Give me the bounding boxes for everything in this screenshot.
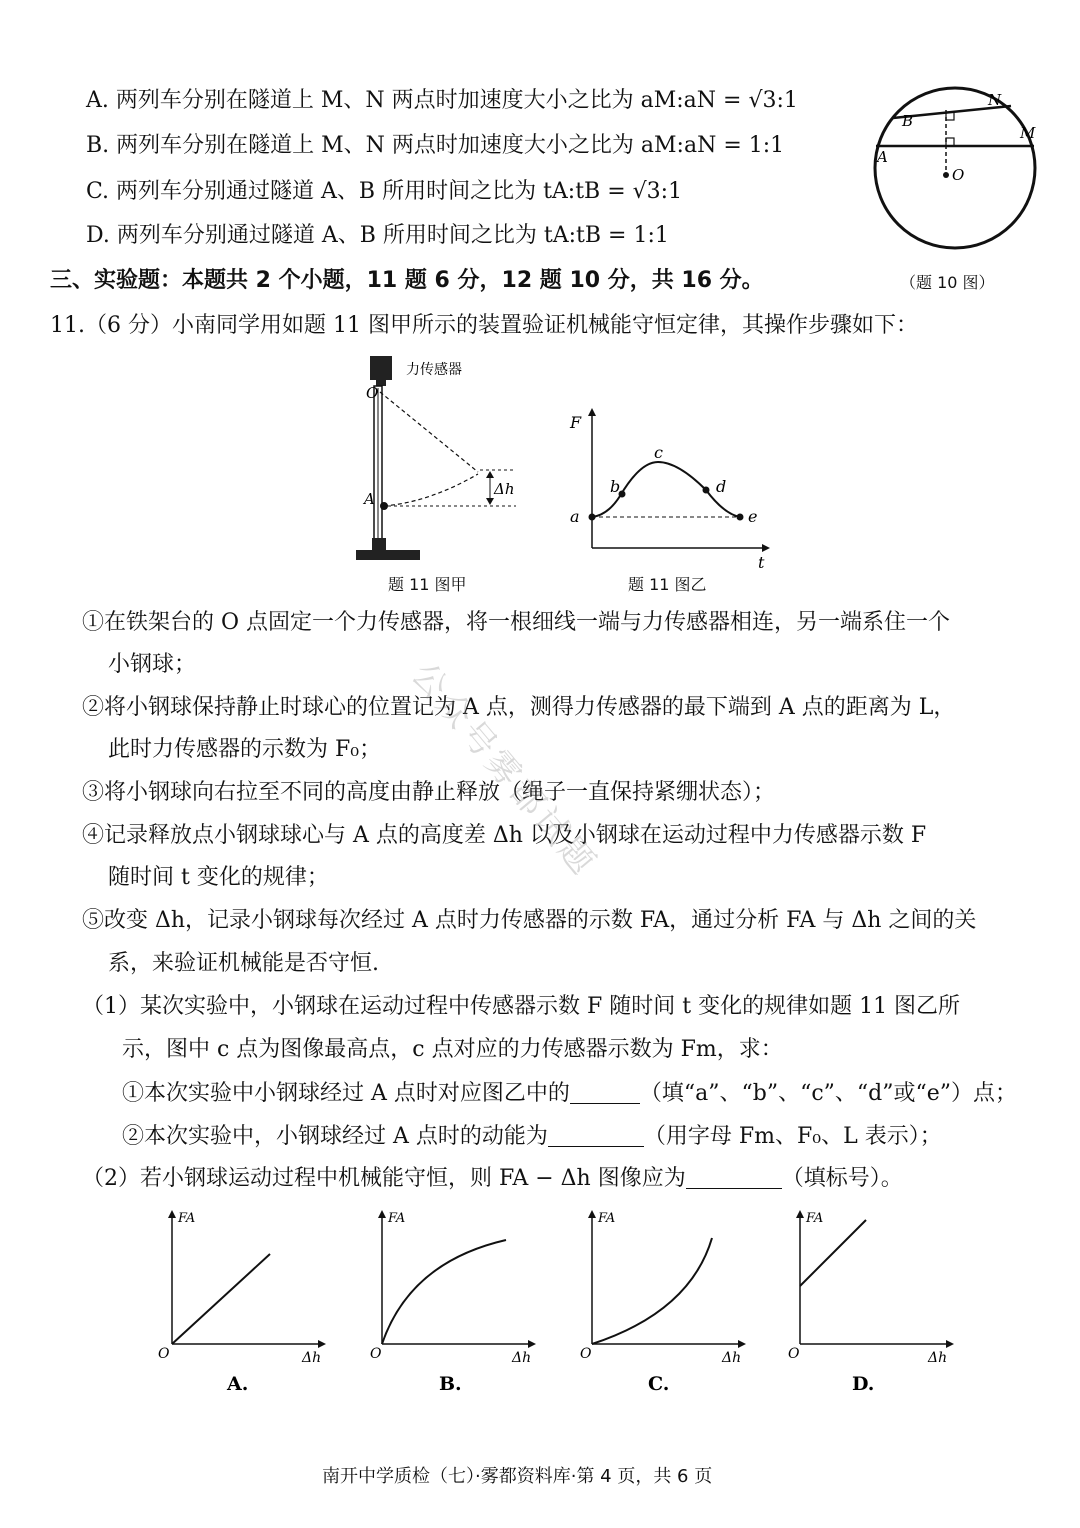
q10-circle-figure — [860, 80, 1050, 270]
force-sensor — [370, 356, 392, 380]
point-d — [703, 487, 710, 494]
part2-text: （2）若小钢球运动过程中机械能守恒，则 FA − Δh 图像应为 — [82, 1166, 686, 1191]
label-a: A — [364, 490, 375, 508]
q10-option-a: A. 两列车分别在隧道上 M、N 两点时加速度大小之比为 aM:aN = √3:1 — [86, 88, 798, 113]
svg-text:FA: FA — [598, 1211, 616, 1226]
part2 — [82, 1164, 903, 1194]
label-o: O — [366, 384, 379, 402]
axis-f: F — [570, 413, 582, 432]
page-footer: 南开中学质检（七）·雾都资料库·第 4 页，共 6 页 — [322, 1466, 713, 1487]
svg-text:FA: FA — [178, 1211, 196, 1226]
ball — [380, 502, 388, 510]
part1-sub1-text: ①本次实验中小钢球经过 A 点时对应图乙中的 — [122, 1081, 570, 1106]
label-delta-h: Δh — [494, 480, 515, 498]
fig-b-caption: 题 11 图乙 — [628, 575, 707, 594]
watermark: 公众号雾都试题 — [403, 655, 605, 885]
label-n: N — [988, 91, 1002, 109]
step-5: ⑤改变 Δh，记录小钢球每次经过 A 点时力传感器的示数 FA，通过分析 FA 与 Δh 之间的关 — [82, 908, 977, 933]
graph-b-label: B. — [439, 1373, 462, 1395]
axis-t: t — [758, 553, 765, 572]
svg-text:O: O — [788, 1346, 800, 1362]
label-a: a — [570, 507, 580, 526]
step-5-cont: 系，来验证机械能是否守恒. — [108, 951, 379, 976]
graph-a-label: A. — [227, 1373, 249, 1395]
stand-base — [356, 550, 420, 560]
step-4: ④记录释放点小钢球球心与 A 点的高度差 Δh 以及小钢球在运动过程中力传感器示数 F — [82, 823, 927, 848]
part1-sub2-text: ②本次实验中，小钢球经过 A 点时的动能为 — [122, 1124, 548, 1149]
label-b: b — [610, 477, 621, 496]
q11-intro: 11.（6 分）小南同学用如题 11 图甲所示的装置验证机械能守恒定律，其操作步骤如下： — [50, 313, 918, 338]
part1-sub1-tail: （填“a”、“b”、“c”、“d”或“e”）点； — [639, 1081, 1017, 1106]
fig-a-caption: 题 11 图甲 — [388, 575, 467, 594]
label-m: M — [1020, 124, 1036, 142]
sensor-label: 力传感器 — [406, 362, 462, 378]
graph-d-label: D. — [852, 1373, 875, 1395]
step-1-cont: 小钢球； — [108, 652, 197, 677]
point-e — [737, 514, 744, 521]
part1-sub1 — [122, 1079, 1017, 1109]
svg-text:FA: FA — [388, 1211, 406, 1226]
swing-arc — [384, 474, 478, 506]
svg-text:Δh: Δh — [928, 1350, 948, 1366]
graph-option-b — [360, 1202, 550, 1402]
graph-c-label: C. — [648, 1373, 670, 1395]
label-a: A — [877, 148, 888, 166]
label-b: B — [902, 112, 914, 130]
answer-blank-3[interactable] — [686, 1166, 782, 1189]
q11-apparatus-figure — [340, 352, 530, 567]
q10-option-c: C. 两列车分别通过隧道 A、B 所用时间之比为 tA:tB = √3:1 — [86, 179, 683, 204]
label-d: d — [716, 477, 727, 496]
part2-tail: （填标号）。 — [781, 1166, 903, 1191]
part1-sub2 — [122, 1122, 942, 1152]
svg-text:Δh: Δh — [722, 1350, 742, 1366]
part1-sub2-tail: （用字母 Fm、F₀、L 表示）； — [643, 1124, 942, 1149]
part1-line1: （1）某次实验中，小钢球在运动过程中传感器示数 F 随时间 t 变化的规律如题 11 图乙所 — [82, 994, 961, 1019]
label-o: O — [952, 166, 965, 184]
q11-ft-graph — [560, 400, 780, 572]
answer-blank-2[interactable] — [548, 1124, 644, 1147]
step-2: ②将小钢球保持静止时球心的位置记为 A 点，测得力传感器的最下端到 A 点的距离为 L， — [82, 695, 956, 720]
graph-option-c — [570, 1202, 760, 1402]
step-2-cont: 此时力传感器的示数为 F₀； — [108, 737, 382, 762]
step-1: ①在铁架台的 O 点固定一个力传感器，将一根细线一端与力传感器相连，另一端系住一个 — [82, 610, 951, 635]
answer-blank-1[interactable] — [570, 1081, 640, 1104]
string-dashed — [380, 392, 478, 472]
part1-line2: 示，图中 c 点为图像最高点，c 点对应的力传感器示数为 Fm，求： — [122, 1037, 783, 1062]
svg-text:O: O — [158, 1346, 170, 1362]
step-4-cont: 随时间 t 变化的规律； — [108, 865, 329, 890]
q10-figure-caption: （题 10 图） — [900, 273, 995, 292]
center-point — [943, 172, 949, 178]
q10-option-b: B. 两列车分别在隧道上 M、N 两点时加速度大小之比为 aM:aN = 1:1 — [86, 133, 785, 158]
graph-option-d — [778, 1202, 968, 1402]
svg-text:FA: FA — [806, 1211, 824, 1226]
q10-option-d: D. 两列车分别通过隧道 A、B 所用时间之比为 tA:tB = 1:1 — [86, 223, 669, 248]
svg-text:O: O — [580, 1346, 592, 1362]
svg-text:O: O — [370, 1346, 382, 1362]
graph-option-a — [150, 1202, 340, 1402]
label-c: c — [654, 443, 663, 462]
label-e: e — [748, 507, 758, 526]
point-a — [589, 514, 596, 521]
step-3: ③将小钢球向右拉至不同的高度由静止释放（绳子一直保持紧绷状态）； — [82, 780, 776, 805]
svg-text:Δh: Δh — [302, 1350, 322, 1366]
svg-text:Δh: Δh — [512, 1350, 532, 1366]
section-3-title: 三、实验题：本题共 2 个小题，11 题 6 分，12 题 10 分，共 16 分。 — [50, 268, 764, 293]
